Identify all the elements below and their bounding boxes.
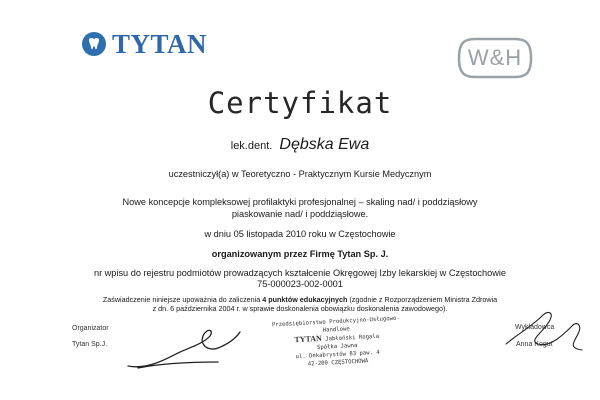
stamp-brand: TYTAN <box>294 333 323 345</box>
stamp-line-1: Przedsiębiorstwo Produkcyjno-Usługowo-Handlowe <box>271 315 400 334</box>
company-stamp <box>261 314 413 371</box>
wh-logo-text: W&H <box>467 45 523 70</box>
recipient-prefix: lek.dent. <box>230 140 273 152</box>
tytan-logo-text: TYTAN <box>112 29 208 59</box>
tytan-logo <box>82 29 208 59</box>
stamp-owners: Jabłoński Rogala <box>325 333 380 343</box>
organizer-signature <box>118 318 258 378</box>
lecturer-label: Wykładowca <box>515 324 555 331</box>
registry-line-1: nr wpisu do rejestru podmiotów prowadzących kształcenie Okręgowej Izby lekarskiej w Częstochowie <box>93 268 507 278</box>
tooth-icon <box>82 32 106 56</box>
participation-line: uczestniczył(a) w Teoretyczno - Praktycznym Kursie Medycznym <box>168 169 432 179</box>
course-title: Nowe koncepcje kompleksowej profilaktyki profesjonalnej – skaling nad/ i poddziąsłowy piaskowanie nad/ i poddziąsłowe. <box>122 197 478 219</box>
certificate-title: Certyfikat <box>207 86 393 120</box>
lecturer-signature <box>498 304 590 360</box>
organizer-label: Organizator <box>72 325 109 332</box>
organizer-name: Tytan Sp.J. <box>72 341 108 348</box>
stamp-line-5: ul. Dekabrystów 83 paw. 4 <box>295 349 380 361</box>
recipient <box>0 136 600 154</box>
date-place-line: w dniu 05 listopada 2010 roku w Częstochowie <box>204 229 396 239</box>
points-bold: 4 punktów edukacyjnych <box>262 295 348 304</box>
stamp-line-4: Spółka Jawna <box>316 342 358 352</box>
stamp-line-6: 42-200 CZĘSTOCHOWA <box>307 358 369 368</box>
lecturer-name: Anna Kogut <box>516 341 553 348</box>
registry-line-2: 75-000023-002-0001 <box>257 279 343 289</box>
points-line-1 <box>0 295 600 304</box>
recipient-name: Dębska Ewa <box>279 136 370 153</box>
organizer-line: organizowanym przez Firmę Tytan Sp. J. <box>211 249 389 259</box>
points-pre: Zaświadczenie niniejsze upoważnia do zaliczenia <box>102 295 261 304</box>
points-line-2: z dn. 6 października 2004 r. w sprawie doskonalenia obowiązku doskonalenia zawodowego). <box>152 304 448 313</box>
points-post: (zgodnie z Rozporządzeniem Ministra Zdrowia <box>349 295 498 304</box>
